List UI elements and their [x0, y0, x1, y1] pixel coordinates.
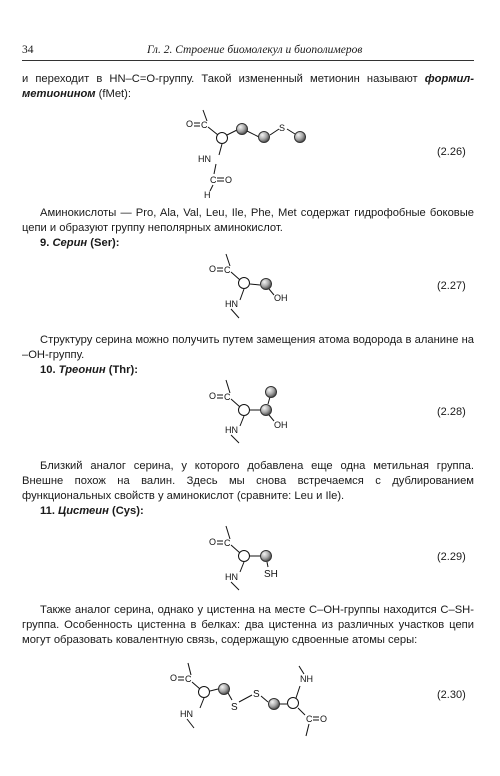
term-formylmethionine: формил-метионином [22, 73, 474, 100]
atom-hn: HN [198, 154, 211, 164]
atom-h: H [204, 190, 211, 200]
atom-hn: HN [225, 299, 238, 309]
atom-c: C [185, 674, 192, 684]
molecule-fmet [170, 112, 330, 198]
molecule-threonine [205, 378, 305, 444]
paragraph-formylmethionine: и переходит в HN–C=O-группу. Такой измененный метионин называют формил-метионином (fMet): [22, 73, 474, 100]
atom-s: S [279, 123, 286, 133]
paragraph-cysteine: Также аналог серина, однако у цистенна на месте C–OH-группы находится C–SH-группа. Особенность цистенна в белках: два цистенна из различных участков цепи могут образовать ковалентную связь, содержащую сдвоенные атомы серы: [22, 604, 474, 646]
equation-number-2-29: (2.29) [437, 551, 466, 563]
atom-c: C [306, 714, 313, 724]
atom-o: O [186, 119, 194, 129]
atom-s: S [253, 689, 260, 700]
running-header [22, 44, 474, 61]
atom-c: C [224, 392, 231, 402]
atom-o: O [209, 537, 217, 547]
atom-nh: NH [300, 674, 313, 684]
atom-o: O [225, 175, 233, 185]
molecule-serine [205, 256, 305, 322]
heading-cysteine: 11. Цистеин (Cys): [40, 505, 144, 517]
molecule-cysteine [205, 524, 305, 592]
atom-hn: HN [225, 572, 238, 582]
atom-o: O [320, 714, 328, 724]
heading-serine: 9. Серин (Ser): [40, 237, 120, 249]
paragraph-threonine: Близкий аналог серина, у которого добавлена еще одна метильная группа. Внешне похож на валин. Здесь мы снова встречаемся с дублированием функциональных свойств у аминокислот (сравните: Leu и Ile). [22, 460, 474, 502]
atom-sh: SH [264, 569, 278, 580]
equation-number-2-26: (2.26) [437, 146, 466, 158]
atom-c: C [224, 538, 231, 548]
molecule-cystine [160, 654, 340, 752]
equation-number-2-27: (2.27) [437, 280, 466, 292]
heading-threonine: 10. Треонин (Thr): [40, 364, 138, 376]
paragraph-serine-structure: Структуру серина можно получить путем замещения атома водорода в аланине на –OH-группу. [22, 334, 474, 361]
running-title: Гл. 2. Строение биомолекул и биополимеров [147, 44, 363, 56]
page-number: 34 [22, 44, 34, 56]
atom-c: C [201, 120, 208, 130]
atom-hn: HN [225, 425, 238, 435]
atom-c: C [210, 175, 217, 185]
atom-o: O [209, 264, 217, 274]
equation-number-2-28: (2.28) [437, 406, 466, 418]
atom-o: O [170, 673, 178, 683]
atom-o: O [209, 391, 217, 401]
equation-number-2-30: (2.30) [437, 689, 466, 701]
atom-hn: HN [180, 709, 193, 719]
atom-oh: OH [274, 293, 288, 303]
atom-oh: OH [274, 420, 288, 430]
atom-c: C [224, 265, 231, 275]
atom-s: S [231, 702, 238, 713]
paragraph-nonpolar: Аминокислоты — Pro, Ala, Val, Leu, Ile, Phe, Met содержат гидрофобные боковые цепи и образуют группу неполярных аминокислот. [22, 207, 474, 234]
